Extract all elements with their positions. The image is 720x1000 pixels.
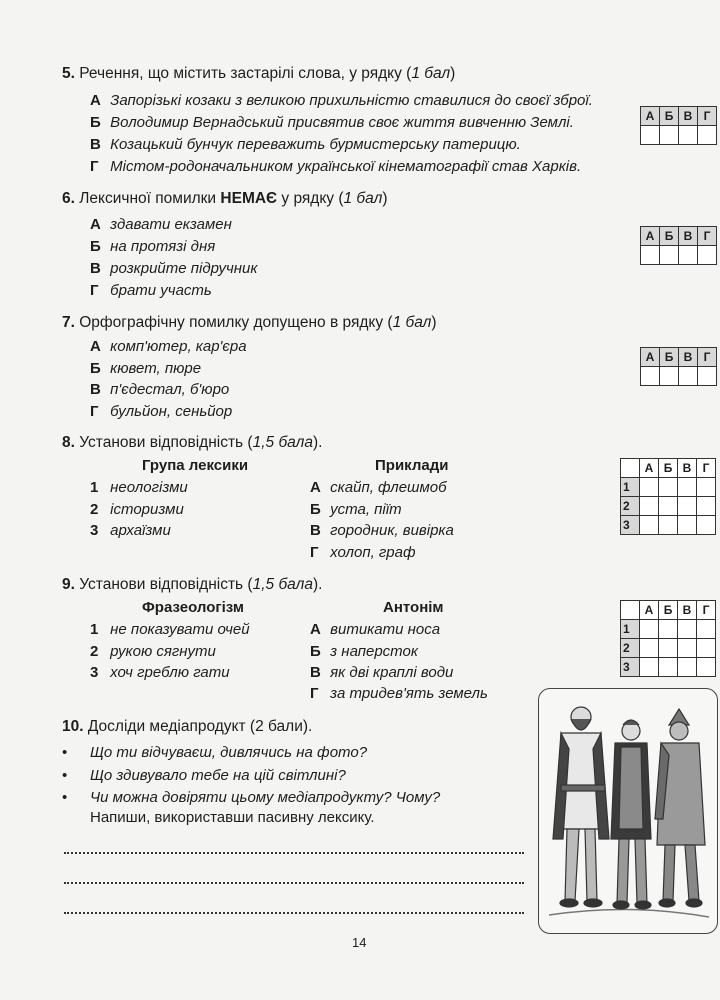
answer-line-3[interactable] xyxy=(64,912,524,914)
q7-title: 7. Орфографічну помилку допущено в рядку (1 бал) xyxy=(62,314,437,331)
grid-header-c: В xyxy=(678,601,697,620)
matrix-cell[interactable] xyxy=(697,639,716,658)
answer-cell-a[interactable] xyxy=(641,246,660,265)
answer-cell-a[interactable] xyxy=(641,126,660,145)
matrix-cell[interactable] xyxy=(697,658,716,677)
q5-title: 5. Речення, що містить застарілі слова, у рядку (1 бал) xyxy=(62,65,456,82)
q10-bullet-1: • Що ти відчуваєш, дивлячись на фото? xyxy=(62,744,368,761)
grid-header-d: Г xyxy=(697,459,716,478)
matrix-cell[interactable] xyxy=(640,516,659,535)
grid-header-c: В xyxy=(679,348,698,367)
q9-left-item-2: 2 рукою сягнути xyxy=(90,643,216,660)
q6-option-a[interactable]: А здавати екзамен xyxy=(90,216,232,233)
answer-line-1[interactable] xyxy=(64,852,524,854)
matrix-cell[interactable] xyxy=(678,516,697,535)
answer-cell-b[interactable] xyxy=(660,126,679,145)
grid-header-b: Б xyxy=(659,601,678,620)
matrix-cell[interactable] xyxy=(659,516,678,535)
warriors-illustration xyxy=(538,688,718,934)
matrix-cell[interactable] xyxy=(640,658,659,677)
grid-header-c: В xyxy=(679,107,698,126)
q8-answer-matrix xyxy=(620,458,716,535)
q6-option-c[interactable]: В розкрийте підручник xyxy=(90,260,258,277)
matrix-cell[interactable] xyxy=(659,658,678,677)
matrix-cell[interactable] xyxy=(697,516,716,535)
q7-option-a[interactable]: А комп'ютер, кар'єра xyxy=(90,338,247,355)
matrix-cell[interactable] xyxy=(678,478,697,497)
grid-header-c: В xyxy=(678,459,697,478)
grid-header-c: В xyxy=(679,227,698,246)
q7-option-b[interactable]: Б кювет, пюре xyxy=(90,360,202,377)
q7-answer-grid xyxy=(640,347,717,386)
q9-left-item-3: 3 хоч греблю гати xyxy=(90,664,230,681)
q9-right-item-a: А витикати носа xyxy=(310,621,441,638)
matrix-row-label: 1 xyxy=(621,478,640,497)
q8-right-item-a: А скайп, флешмоб xyxy=(310,479,447,496)
bullet-icon: • xyxy=(62,767,68,784)
grid-header-b: Б xyxy=(660,107,679,126)
q8-left-item-1: 1 неологізми xyxy=(90,479,188,496)
q5-option-d[interactable]: Г Містом-родоначальником української кінематографії став Харків. xyxy=(90,158,582,175)
grid-header-d: Г xyxy=(697,601,716,620)
matrix-cell[interactable] xyxy=(659,639,678,658)
bullet-icon: • xyxy=(62,789,68,806)
grid-header-a: А xyxy=(641,227,660,246)
q8-title: 8. Установи відповідність (1,5 бала). xyxy=(62,434,323,451)
matrix-row-label: 1 xyxy=(621,620,640,639)
matrix-row-label: 2 xyxy=(621,639,640,658)
q5-option-c[interactable]: В Козацький бунчук переважить бурмистерську патерицю. xyxy=(90,136,521,153)
grid-header-a: А xyxy=(640,601,659,620)
warrior-right-figure xyxy=(655,709,705,907)
answer-cell-a[interactable] xyxy=(641,367,660,386)
q9-answer-matrix xyxy=(620,600,716,677)
matrix-row-label: 3 xyxy=(621,516,640,535)
answer-line-2[interactable] xyxy=(64,882,524,884)
answer-cell-c[interactable] xyxy=(679,367,698,386)
grid-header-a: А xyxy=(641,348,660,367)
q9-right-header: Антонім xyxy=(383,599,444,616)
grid-header-b: Б xyxy=(660,227,679,246)
answer-cell-c[interactable] xyxy=(679,126,698,145)
q9-left-header: Фразеологізм xyxy=(142,599,244,616)
matrix-cell[interactable] xyxy=(659,478,678,497)
matrix-cell[interactable] xyxy=(678,497,697,516)
q8-left-header: Група лексики xyxy=(142,457,249,474)
grid-header-b: Б xyxy=(660,348,679,367)
q5-option-b[interactable]: Б Володимир Вернадський присвятив своє життя вивченню Землі. xyxy=(90,114,574,131)
grid-header-d: Г xyxy=(698,107,717,126)
matrix-cell[interactable] xyxy=(659,620,678,639)
grid-header-d: Г xyxy=(698,348,717,367)
answer-cell-b[interactable] xyxy=(660,367,679,386)
q10-title: 10. Досліди медіапродукт (2 бали). xyxy=(62,718,313,735)
q9-right-item-d: Г за тридев'ять земель xyxy=(310,685,488,702)
matrix-cell[interactable] xyxy=(659,497,678,516)
q8-right-header: Приклади xyxy=(375,457,449,474)
answer-cell-d[interactable] xyxy=(698,367,717,386)
matrix-cell[interactable] xyxy=(640,620,659,639)
answer-cell-c[interactable] xyxy=(679,246,698,265)
matrix-cell[interactable] xyxy=(678,639,697,658)
q7-option-c[interactable]: В п'єдестал, б'юро xyxy=(90,381,230,398)
bullet-icon: • xyxy=(62,744,68,761)
q8-right-item-c: В городник, вивірка xyxy=(310,522,454,539)
q8-left-item-3: 3 архаїзми xyxy=(90,522,171,539)
q10-bullet-2: • Що здивувало тебе на цій світлині? xyxy=(62,767,346,784)
q9-left-item-1: 1 не показувати очей xyxy=(90,621,250,638)
grid-header-a: А xyxy=(641,107,660,126)
grid-header-b: Б xyxy=(659,459,678,478)
grid-header-d: Г xyxy=(698,227,717,246)
matrix-cell[interactable] xyxy=(697,478,716,497)
q10-bullet-3: • Чи можна довіряти цьому медіапродукту? Чому? xyxy=(62,789,441,806)
q5-option-a[interactable]: А Запорізькі козаки з великою прихильністю ставилися до своєї зброї. xyxy=(90,92,593,109)
answer-cell-d[interactable] xyxy=(698,246,717,265)
matrix-corner xyxy=(621,459,640,478)
matrix-cell[interactable] xyxy=(640,639,659,658)
grid-header-a: А xyxy=(640,459,659,478)
q8-right-item-d: Г холоп, граф xyxy=(310,544,416,561)
q8-left-item-2: 2 історизми xyxy=(90,501,184,518)
warrior-middle-figure xyxy=(611,720,651,909)
matrix-row-label: 3 xyxy=(621,658,640,677)
matrix-row-label: 2 xyxy=(621,497,640,516)
q9-title: 9. Установи відповідність (1,5 бала). xyxy=(62,576,323,593)
q6-answer-grid xyxy=(640,226,717,265)
q6-option-d[interactable]: Г брати участь xyxy=(90,282,212,299)
q5-answer-grid xyxy=(640,106,717,145)
warriors-drawing xyxy=(539,689,717,933)
warrior-left-figure xyxy=(553,707,609,907)
q10-instruction: Напиши, використавши пасивну лексику. xyxy=(90,809,375,826)
answer-cell-d[interactable] xyxy=(698,126,717,145)
matrix-cell[interactable] xyxy=(678,620,697,639)
q9-right-item-c: В як дві краплі води xyxy=(310,664,454,681)
matrix-cell[interactable] xyxy=(697,620,716,639)
answer-cell-b[interactable] xyxy=(660,246,679,265)
matrix-corner xyxy=(621,601,640,620)
matrix-cell[interactable] xyxy=(640,478,659,497)
matrix-cell[interactable] xyxy=(678,658,697,677)
q6-option-b[interactable]: Б на протязі дня xyxy=(90,238,216,255)
matrix-cell[interactable] xyxy=(640,497,659,516)
page-number: 14 xyxy=(352,935,367,950)
q7-option-d[interactable]: Г бульйон, сеньйор xyxy=(90,403,233,420)
q6-title: 6. Лексичної помилки НЕМАЄ у рядку (1 бал) xyxy=(62,190,388,207)
q8-right-item-b: Б уста, піїт xyxy=(310,501,402,518)
q9-right-item-b: Б з наперсток xyxy=(310,643,418,660)
matrix-cell[interactable] xyxy=(697,497,716,516)
